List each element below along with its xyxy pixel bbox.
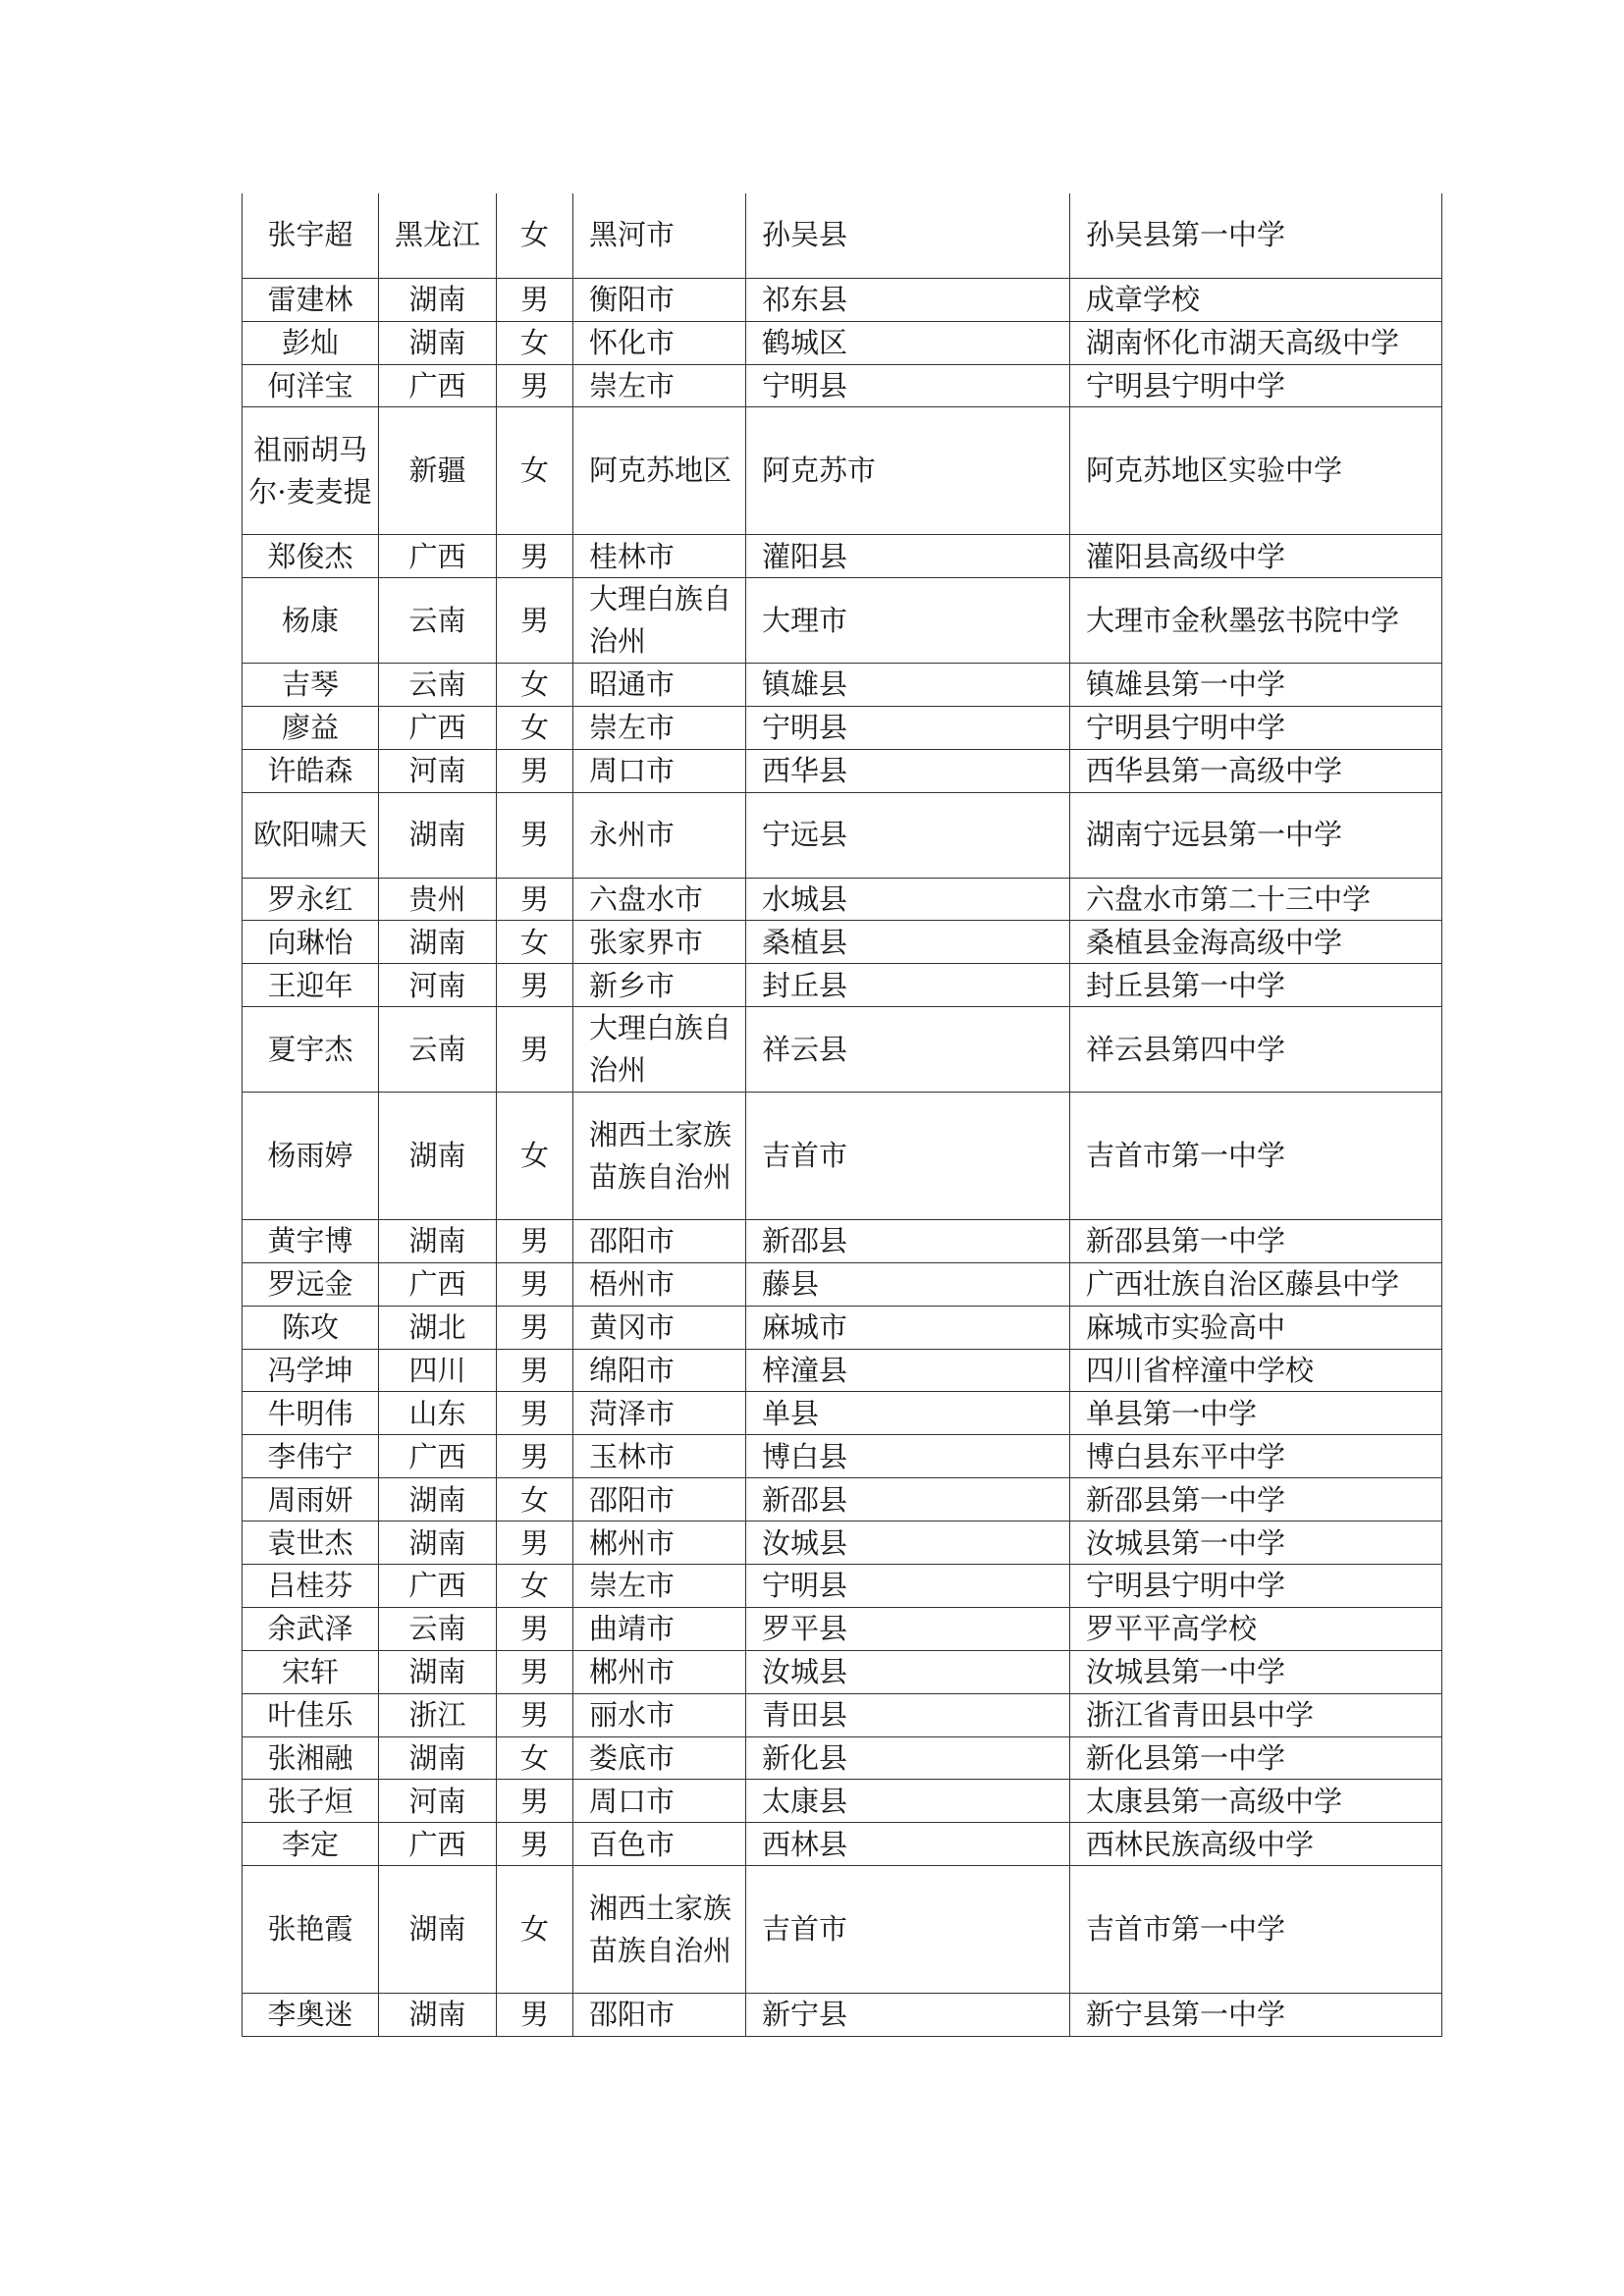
cell-city: 崇左市 — [573, 706, 746, 749]
cell-province: 湖南 — [379, 1478, 497, 1522]
cell-gender: 女 — [497, 921, 573, 964]
cell-city: 邵阳市 — [573, 1219, 746, 1262]
cell-city: 崇左市 — [573, 1565, 746, 1608]
cell-school: 六盘水市第二十三中学 — [1070, 878, 1442, 921]
cell-county: 祁东县 — [746, 278, 1070, 321]
cell-school: 西华县第一高级中学 — [1070, 749, 1442, 792]
cell-city: 曲靖市 — [573, 1607, 746, 1650]
cell-gender: 男 — [497, 749, 573, 792]
cell-city: 娄底市 — [573, 1736, 746, 1780]
cell-city: 玉林市 — [573, 1435, 746, 1478]
cell-city: 黑河市 — [573, 193, 746, 278]
cell-city: 大理白族自治州 — [573, 1007, 746, 1093]
cell-school: 浙江省青田县中学 — [1070, 1693, 1442, 1736]
cell-city: 桂林市 — [573, 535, 746, 578]
cell-county: 新邵县 — [746, 1478, 1070, 1522]
cell-city: 湘西土家族苗族自治州 — [573, 1093, 746, 1220]
cell-name: 杨康 — [243, 578, 379, 664]
cell-city: 菏泽市 — [573, 1392, 746, 1435]
table-row — [243, 1522, 1442, 1565]
cell-name: 黄宇博 — [243, 1219, 379, 1262]
table-row — [243, 1093, 1442, 1220]
cell-city: 丽水市 — [573, 1693, 746, 1736]
cell-school: 大理市金秋墨弦书院中学 — [1070, 578, 1442, 664]
cell-name: 彭灿 — [243, 321, 379, 364]
cell-city: 百色市 — [573, 1823, 746, 1866]
cell-school: 宁明县宁明中学 — [1070, 1565, 1442, 1608]
cell-gender: 男 — [497, 1650, 573, 1693]
table-row — [243, 278, 1442, 321]
table-row — [243, 364, 1442, 407]
cell-province: 河南 — [379, 1780, 497, 1823]
cell-gender: 男 — [497, 1993, 573, 2036]
cell-gender: 男 — [497, 1780, 573, 1823]
cell-gender: 男 — [497, 1349, 573, 1392]
table-row — [243, 1693, 1442, 1736]
cell-province: 广西 — [379, 706, 497, 749]
cell-city: 郴州市 — [573, 1522, 746, 1565]
cell-city: 怀化市 — [573, 321, 746, 364]
cell-name: 张宇超 — [243, 193, 379, 278]
cell-province: 浙江 — [379, 1693, 497, 1736]
cell-name: 张湘融 — [243, 1736, 379, 1780]
cell-province: 广西 — [379, 535, 497, 578]
cell-province: 黑龙江 — [379, 193, 497, 278]
table-row — [243, 1007, 1442, 1093]
cell-name: 廖益 — [243, 706, 379, 749]
cell-gender: 男 — [497, 535, 573, 578]
cell-city: 周口市 — [573, 749, 746, 792]
table-row — [243, 1478, 1442, 1522]
cell-name: 吕桂芬 — [243, 1565, 379, 1608]
cell-province: 云南 — [379, 664, 497, 707]
table-row — [243, 1780, 1442, 1823]
table-row — [243, 964, 1442, 1007]
cell-gender: 男 — [497, 1823, 573, 1866]
cell-county: 宁明县 — [746, 1565, 1070, 1608]
cell-county: 麻城市 — [746, 1306, 1070, 1349]
cell-county: 罗平县 — [746, 1607, 1070, 1650]
cell-gender: 男 — [497, 364, 573, 407]
table-row — [243, 578, 1442, 664]
cell-gender: 男 — [497, 1007, 573, 1093]
cell-city: 周口市 — [573, 1780, 746, 1823]
cell-province: 湖南 — [379, 1736, 497, 1780]
table-row — [243, 792, 1442, 878]
table-row — [243, 1435, 1442, 1478]
cell-province: 河南 — [379, 964, 497, 1007]
cell-county: 博白县 — [746, 1435, 1070, 1478]
cell-gender: 男 — [497, 1607, 573, 1650]
cell-province: 贵州 — [379, 878, 497, 921]
cell-school: 镇雄县第一中学 — [1070, 664, 1442, 707]
table-row — [243, 1993, 1442, 2036]
cell-province: 云南 — [379, 1007, 497, 1093]
cell-county: 封丘县 — [746, 964, 1070, 1007]
cell-city: 昭通市 — [573, 664, 746, 707]
cell-school: 吉首市第一中学 — [1070, 1866, 1442, 1994]
cell-province: 湖南 — [379, 921, 497, 964]
cell-gender: 女 — [497, 1093, 573, 1220]
table-row — [243, 193, 1442, 278]
cell-name: 李伟宁 — [243, 1435, 379, 1478]
cell-school: 阿克苏地区实验中学 — [1070, 407, 1442, 535]
cell-name: 向琳怡 — [243, 921, 379, 964]
cell-county: 宁明县 — [746, 706, 1070, 749]
cell-name: 祖丽胡马尔·麦麦提 — [243, 407, 379, 535]
cell-city: 邵阳市 — [573, 1993, 746, 2036]
cell-school: 灌阳县高级中学 — [1070, 535, 1442, 578]
cell-city: 梧州市 — [573, 1262, 746, 1306]
student-table — [242, 193, 1442, 2037]
cell-name: 张艳霞 — [243, 1866, 379, 1994]
cell-gender: 女 — [497, 407, 573, 535]
cell-gender: 男 — [497, 878, 573, 921]
cell-school: 博白县东平中学 — [1070, 1435, 1442, 1478]
cell-school: 新邵县第一中学 — [1070, 1219, 1442, 1262]
cell-name: 郑俊杰 — [243, 535, 379, 578]
cell-city: 大理白族自治州 — [573, 578, 746, 664]
cell-county: 孙吴县 — [746, 193, 1070, 278]
cell-province: 湖南 — [379, 1993, 497, 2036]
cell-gender: 男 — [497, 1693, 573, 1736]
cell-county: 单县 — [746, 1392, 1070, 1435]
cell-school: 单县第一中学 — [1070, 1392, 1442, 1435]
cell-school: 宁明县宁明中学 — [1070, 706, 1442, 749]
cell-gender: 男 — [497, 1435, 573, 1478]
table-row — [243, 1219, 1442, 1262]
cell-province: 广西 — [379, 1565, 497, 1608]
cell-school: 太康县第一高级中学 — [1070, 1780, 1442, 1823]
cell-county: 新邵县 — [746, 1219, 1070, 1262]
table-row — [243, 749, 1442, 792]
table-row — [243, 407, 1442, 535]
cell-province: 湖南 — [379, 1522, 497, 1565]
cell-gender: 男 — [497, 278, 573, 321]
cell-county: 灌阳县 — [746, 535, 1070, 578]
cell-county: 镇雄县 — [746, 664, 1070, 707]
cell-school: 新宁县第一中学 — [1070, 1993, 1442, 2036]
cell-county: 西华县 — [746, 749, 1070, 792]
cell-name: 王迎年 — [243, 964, 379, 1007]
table-row — [243, 1306, 1442, 1349]
cell-gender: 男 — [497, 578, 573, 664]
table-row — [243, 1823, 1442, 1866]
cell-name: 袁世杰 — [243, 1522, 379, 1565]
cell-city: 张家界市 — [573, 921, 746, 964]
cell-province: 广西 — [379, 1823, 497, 1866]
cell-county: 太康县 — [746, 1780, 1070, 1823]
cell-school: 汝城县第一中学 — [1070, 1522, 1442, 1565]
cell-gender: 女 — [497, 706, 573, 749]
cell-county: 宁远县 — [746, 792, 1070, 878]
cell-county: 汝城县 — [746, 1522, 1070, 1565]
cell-gender: 女 — [497, 193, 573, 278]
cell-province: 云南 — [379, 578, 497, 664]
cell-county: 新化县 — [746, 1736, 1070, 1780]
cell-province: 广西 — [379, 1435, 497, 1478]
cell-province: 湖南 — [379, 1866, 497, 1994]
cell-school: 封丘县第一中学 — [1070, 964, 1442, 1007]
cell-name: 余武泽 — [243, 1607, 379, 1650]
cell-city: 绵阳市 — [573, 1349, 746, 1392]
cell-province: 广西 — [379, 1262, 497, 1306]
cell-gender: 男 — [497, 792, 573, 878]
table-row — [243, 1607, 1442, 1650]
cell-school: 宁明县宁明中学 — [1070, 364, 1442, 407]
cell-school: 祥云县第四中学 — [1070, 1007, 1442, 1093]
cell-city: 阿克苏地区 — [573, 407, 746, 535]
cell-county: 西林县 — [746, 1823, 1070, 1866]
cell-name: 罗远金 — [243, 1262, 379, 1306]
cell-name: 李定 — [243, 1823, 379, 1866]
cell-school: 麻城市实验高中 — [1070, 1306, 1442, 1349]
cell-city: 衡阳市 — [573, 278, 746, 321]
cell-name: 宋轩 — [243, 1650, 379, 1693]
cell-gender: 女 — [497, 321, 573, 364]
table-row — [243, 1736, 1442, 1780]
cell-county: 吉首市 — [746, 1866, 1070, 1994]
cell-school: 新化县第一中学 — [1070, 1736, 1442, 1780]
cell-gender: 女 — [497, 1478, 573, 1522]
cell-province: 湖南 — [379, 278, 497, 321]
cell-province: 湖北 — [379, 1306, 497, 1349]
cell-city: 湘西土家族苗族自治州 — [573, 1866, 746, 1994]
cell-name: 许皓森 — [243, 749, 379, 792]
cell-gender: 女 — [497, 1866, 573, 1994]
cell-province: 山东 — [379, 1392, 497, 1435]
cell-county: 梓潼县 — [746, 1349, 1070, 1392]
cell-school: 湖南怀化市湖天高级中学 — [1070, 321, 1442, 364]
cell-name: 李奥迷 — [243, 1993, 379, 2036]
cell-gender: 女 — [497, 1565, 573, 1608]
cell-name: 何洋宝 — [243, 364, 379, 407]
cell-name: 杨雨婷 — [243, 1093, 379, 1220]
cell-school: 罗平平高学校 — [1070, 1607, 1442, 1650]
cell-school: 四川省梓潼中学校 — [1070, 1349, 1442, 1392]
cell-school: 吉首市第一中学 — [1070, 1093, 1442, 1220]
table-row — [243, 921, 1442, 964]
table-row — [243, 1866, 1442, 1994]
cell-school: 湖南宁远县第一中学 — [1070, 792, 1442, 878]
cell-gender: 男 — [497, 1392, 573, 1435]
cell-name: 冯学坤 — [243, 1349, 379, 1392]
cell-province: 湖南 — [379, 1650, 497, 1693]
cell-city: 黄冈市 — [573, 1306, 746, 1349]
cell-school: 汝城县第一中学 — [1070, 1650, 1442, 1693]
cell-province: 云南 — [379, 1607, 497, 1650]
cell-city: 永州市 — [573, 792, 746, 878]
cell-county: 阿克苏市 — [746, 407, 1070, 535]
cell-city: 崇左市 — [573, 364, 746, 407]
table-row — [243, 664, 1442, 707]
cell-county: 鹤城区 — [746, 321, 1070, 364]
cell-province: 湖南 — [379, 1219, 497, 1262]
table-row — [243, 321, 1442, 364]
cell-county: 吉首市 — [746, 1093, 1070, 1220]
cell-gender: 女 — [497, 664, 573, 707]
cell-gender: 男 — [497, 1219, 573, 1262]
table-row — [243, 1650, 1442, 1693]
cell-name: 张子烜 — [243, 1780, 379, 1823]
cell-province: 广西 — [379, 364, 497, 407]
cell-name: 夏宇杰 — [243, 1007, 379, 1093]
cell-name: 牛明伟 — [243, 1392, 379, 1435]
cell-school: 桑植县金海高级中学 — [1070, 921, 1442, 964]
cell-province: 四川 — [379, 1349, 497, 1392]
cell-gender: 男 — [497, 964, 573, 1007]
cell-province: 湖南 — [379, 1093, 497, 1220]
cell-city: 邵阳市 — [573, 1478, 746, 1522]
cell-county: 新宁县 — [746, 1993, 1070, 2036]
cell-school: 新邵县第一中学 — [1070, 1478, 1442, 1522]
cell-name: 周雨妍 — [243, 1478, 379, 1522]
cell-county: 汝城县 — [746, 1650, 1070, 1693]
cell-name: 罗永红 — [243, 878, 379, 921]
cell-name: 陈攻 — [243, 1306, 379, 1349]
cell-city: 新乡市 — [573, 964, 746, 1007]
table-row — [243, 1262, 1442, 1306]
cell-school: 成章学校 — [1070, 278, 1442, 321]
cell-province: 湖南 — [379, 792, 497, 878]
table-row — [243, 878, 1442, 921]
cell-province: 湖南 — [379, 321, 497, 364]
cell-name: 吉琴 — [243, 664, 379, 707]
cell-county: 大理市 — [746, 578, 1070, 664]
cell-province: 河南 — [379, 749, 497, 792]
table-row — [243, 706, 1442, 749]
cell-county: 祥云县 — [746, 1007, 1070, 1093]
cell-name: 雷建林 — [243, 278, 379, 321]
cell-name: 欧阳啸天 — [243, 792, 379, 878]
cell-school: 西林民族高级中学 — [1070, 1823, 1442, 1866]
cell-city: 六盘水市 — [573, 878, 746, 921]
cell-county: 藤县 — [746, 1262, 1070, 1306]
cell-school: 广西壮族自治区藤县中学 — [1070, 1262, 1442, 1306]
cell-gender: 男 — [497, 1306, 573, 1349]
cell-city: 郴州市 — [573, 1650, 746, 1693]
cell-county: 青田县 — [746, 1693, 1070, 1736]
cell-school: 孙吴县第一中学 — [1070, 193, 1442, 278]
table-row — [243, 535, 1442, 578]
cell-county: 宁明县 — [746, 364, 1070, 407]
table-row — [243, 1565, 1442, 1608]
table-body — [243, 193, 1442, 2036]
table-row — [243, 1392, 1442, 1435]
cell-name: 叶佳乐 — [243, 1693, 379, 1736]
table-row — [243, 1349, 1442, 1392]
cell-province: 新疆 — [379, 407, 497, 535]
cell-county: 桑植县 — [746, 921, 1070, 964]
cell-gender: 女 — [497, 1736, 573, 1780]
cell-county: 水城县 — [746, 878, 1070, 921]
cell-gender: 男 — [497, 1522, 573, 1565]
cell-gender: 男 — [497, 1262, 573, 1306]
